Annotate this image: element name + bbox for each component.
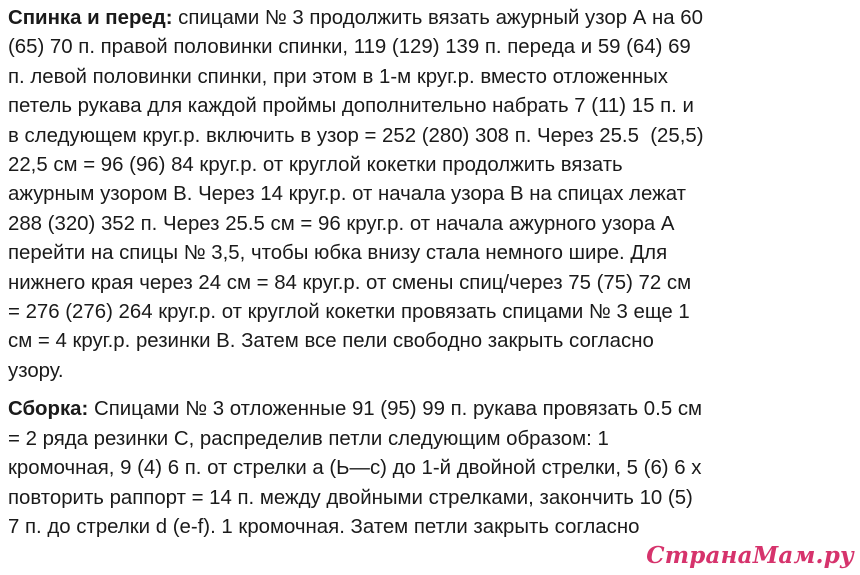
document-body [8, 4, 856, 542]
text-line [8, 395, 856, 424]
text-line: 288 (320) 352 п. Через 25.5 см = 96 круг.р. от начала ажурного узора А [8, 212, 675, 235]
text-line: петель рукава для каждой проймы дополнительно набрать 7 (11) 15 п. и [8, 95, 694, 118]
text-line: кромочная, 9 (4) 6 п. от стрелки а (Ь—с) до 1-й двойной стрелки, 5 (6) 6 х [8, 457, 702, 480]
text-line: ажурным узором В. Через 14 круг.р. от начала узора В на спицах лежат [8, 183, 686, 206]
text-line [8, 4, 856, 33]
text-fragment: Спицами № 3 отложенные 91 (95) 99 п. рукава провязать 0.5 см [88, 398, 703, 421]
text-line: = 2 ряда резинки С, распределив петли следующим образом: 1 [8, 427, 609, 450]
text-line: узору. [8, 359, 64, 382]
text-line: 22,5 см = 96 (96) 84 круг.р. от круглой кокетки продолжить вязать [8, 154, 623, 177]
text-line: (65) 70 п. правой половинки спинки, 119 (129) 139 п. переда и 59 (64) 69 [8, 36, 691, 59]
text-line: = 276 (276) 264 круг.р. от круглой кокетки провязать спицами № 3 еще 1 [8, 301, 690, 324]
text-line: 7 п. до стрелки d (e-f). 1 кромочная. Затем петли закрыть согласно [8, 515, 640, 538]
text-line: перейти на спицы № 3,5, чтобы юбка внизу стала немного шире. Для [8, 242, 668, 265]
text-fragment: спицами № 3 продолжить вязать ажурный узор А на 60 [172, 7, 703, 29]
site-watermark-logo: СтранаМам.ру [646, 542, 854, 569]
paragraph-assembly [8, 395, 856, 542]
text-line: см = 4 круг.р. резинки В. Затем все пели свободно закрыть согласно [8, 330, 654, 353]
section-heading: Сборка: [8, 398, 89, 421]
text-line: повторить раппорт = 14 п. между двойными стрелками, закончить 10 (5) [8, 486, 693, 509]
text-line: п. левой половинки спинки, при этом в 1-м круг.р. вместо отложенных [8, 65, 668, 88]
text-line: в следующем круг.р. включить в узор = 252 (280) 308 п. Через 25.5 (25,5) [8, 124, 704, 147]
paragraph-back-and-front [8, 4, 856, 386]
text-line: нижнего края через 24 см = 84 круг.р. от смены спиц/через 75 (75) 72 см [8, 271, 692, 294]
section-heading: Спинка и перед: [8, 7, 173, 29]
